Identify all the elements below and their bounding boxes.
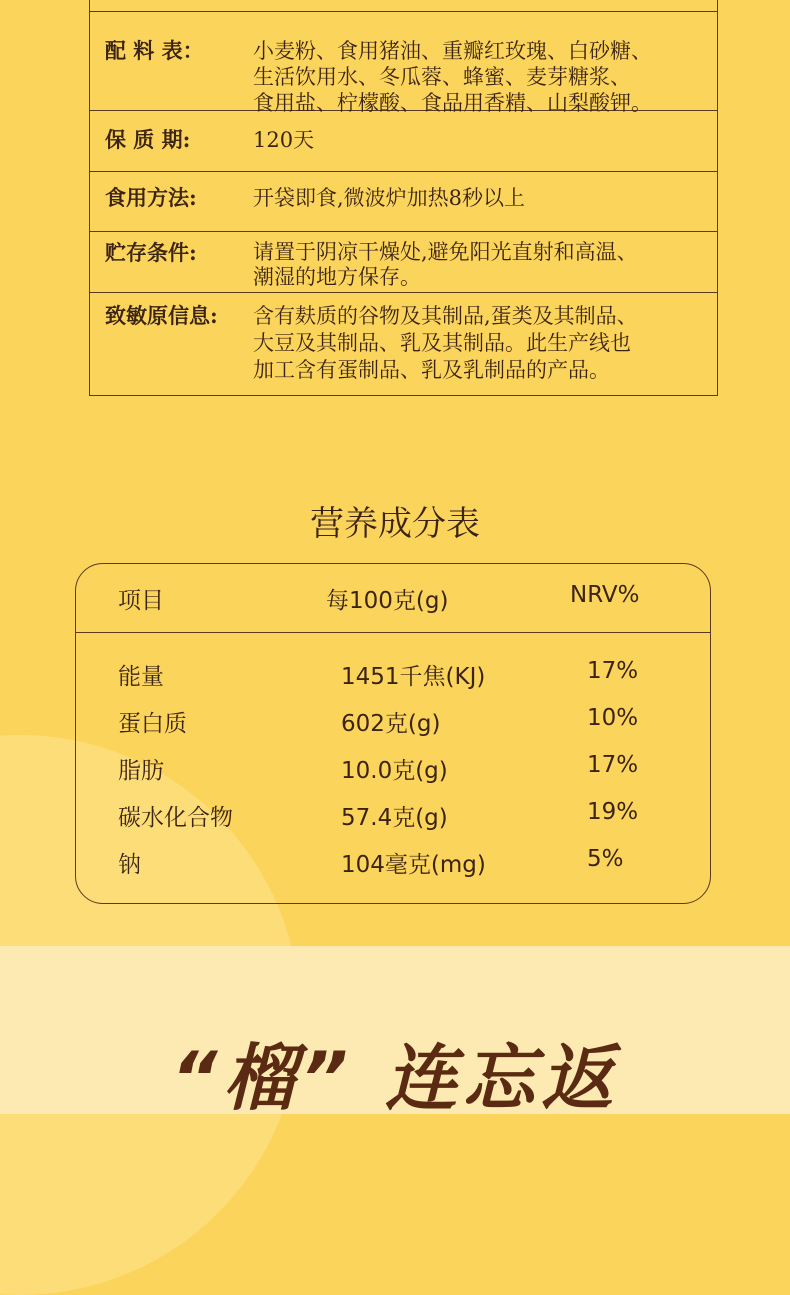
row-value: 含有麸质的谷物及其制品,蛋类及其制品、 大豆及其制品、乳及其制品。此生产线也 加工含有蛋制品、乳及乳制品的产品。 (253, 304, 638, 382)
table-row-allergens (90, 292, 717, 395)
row-value: 120天 (253, 128, 315, 152)
nutrition-header-row (76, 564, 710, 633)
table-row-top-edge (90, 0, 717, 11)
row-value: 开袋即食,微波炉加热8秒以上 (253, 186, 526, 210)
row-value: 请置于阴凉干燥处,避免阳光直射和高温、 潮湿的地方保存。 (253, 240, 638, 289)
nutrition-row-carbohydrate: 碳水化合物 57.4克(g) 19% (118, 799, 639, 831)
nutrition-row-sodium: 钠 104毫克(mg) 5% (118, 846, 624, 878)
row-label: 食用方法: (105, 185, 197, 210)
row-label: 贮存条件: (105, 240, 197, 265)
row-label: 配 料 表： (105, 38, 204, 63)
row-label: 保 质 期: (105, 127, 191, 152)
table-row-shelf-life (90, 110, 717, 171)
header-item: 项目 (118, 588, 164, 614)
table-row-ingredients (90, 11, 717, 115)
nutrition-row-protein: 蛋白质 602克(g) 10% (118, 705, 639, 737)
nutrition-title: 营养成分表 (310, 504, 480, 544)
table-row-usage (90, 171, 717, 231)
nutrition-table (75, 563, 711, 904)
nutrition-row-fat: 脂肪 10.0克(g) 17% (118, 752, 639, 784)
slogan: “榴” 连忘返 (171, 1036, 619, 1120)
nutrition-row-energy: 能量 1451千焦(KJ) 17% (118, 658, 639, 690)
row-value: 小麦粉、食用猪油、重瓣红玫瑰、白砂糖、 生活饮用水、冬瓜蓉、蜂蜜、麦芽糖浆、 食用盐、柠檬酸、食品用香精、山梨酸钾。 (253, 39, 652, 115)
ingredients-table (89, 0, 718, 396)
header-nrv: NRV% (570, 582, 640, 608)
header-per-100g: 每100克(g) (326, 588, 449, 614)
row-label: 致敏原信息: (105, 303, 218, 328)
table-row-storage (90, 231, 717, 292)
